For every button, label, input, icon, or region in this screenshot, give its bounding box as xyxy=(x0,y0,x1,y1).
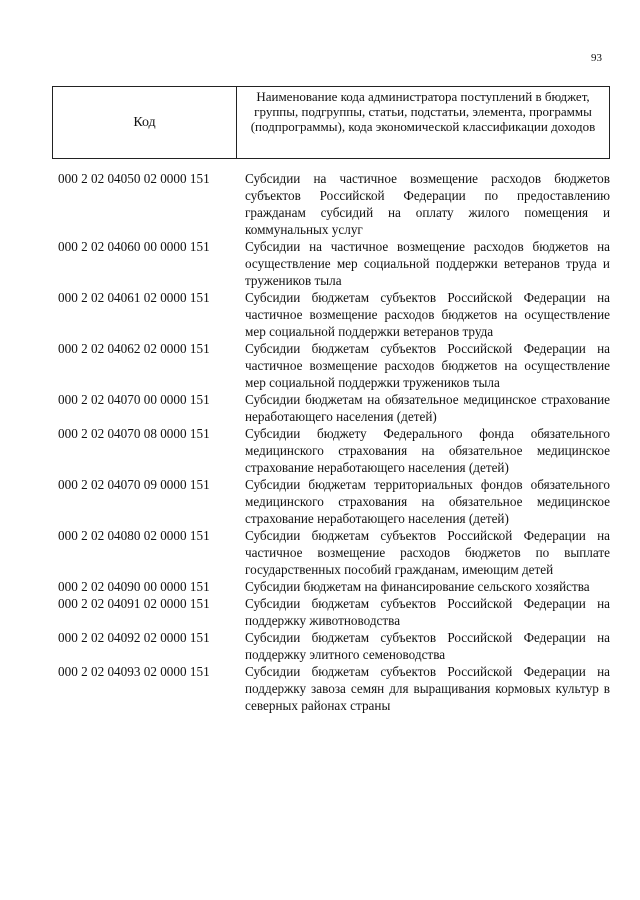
entry-description: Субсидии бюджетам субъектов Российской Федерации на поддержку завоза семян для выращивания кормовых культур в северных районах страны xyxy=(245,664,610,713)
entry-code: 000 2 02 04091 02 0000 151 xyxy=(58,596,210,611)
entry-description: Субсидии бюджетам субъектов Российской Федерации на поддержку животноводства xyxy=(245,596,610,628)
header-name-label: Наименование кода администратора поступлений в бюджет, группы, подгруппы, статьи, подстатьи, элемента, программы (подпрограммы), кода экономической классификации доходов xyxy=(250,89,596,134)
entry-code: 000 2 02 04093 02 0000 151 xyxy=(58,664,210,679)
entry-code: 000 2 02 04062 02 0000 151 xyxy=(58,341,210,356)
entry-code: 000 2 02 04050 02 0000 151 xyxy=(58,171,210,186)
classification-entries xyxy=(58,170,610,714)
table-row xyxy=(58,238,610,289)
entry-code: 000 2 02 04070 00 0000 151 xyxy=(58,392,210,407)
entry-description: Субсидии на частичное возмещение расходов бюджетов на осуществление мер социальной поддержки ветеранов труда и тружеников тыла xyxy=(245,239,610,288)
table-row xyxy=(58,170,610,238)
entry-description: Субсидии бюджетам субъектов Российской Федерации на частичное возмещение расходов бюджетов по выплате государственных пособий гражданам, имеющим детей xyxy=(245,528,610,577)
entry-description: Субсидии бюджетам субъектов Российской Федерации на частичное возмещение расходов бюджетов на осуществление мер социальной поддержки тружеников тыла xyxy=(245,341,610,390)
table-header xyxy=(52,86,610,159)
entry-description: Субсидии бюджетам на обязательное медицинское страхование неработающего населения (детей) xyxy=(245,392,610,424)
page-number: 93 xyxy=(591,52,602,64)
table-row xyxy=(58,663,610,714)
entry-code: 000 2 02 04090 00 0000 151 xyxy=(58,579,210,594)
table-row xyxy=(58,340,610,391)
entry-code: 000 2 02 04060 00 0000 151 xyxy=(58,239,210,254)
header-code-label: Код xyxy=(53,87,237,158)
entry-code: 000 2 02 04070 09 0000 151 xyxy=(58,477,210,492)
table-row xyxy=(58,527,610,578)
entry-description: Субсидии бюджетам субъектов Российской Федерации на поддержку элитного семеноводства xyxy=(245,630,610,662)
entry-code: 000 2 02 04070 08 0000 151 xyxy=(58,426,210,441)
table-row xyxy=(58,595,610,629)
entry-code: 000 2 02 04061 02 0000 151 xyxy=(58,290,210,305)
entry-description: Субсидии бюджету Федерального фонда обязательного медицинского страхования на обязательное медицинское страхование неработающего населения (детей) xyxy=(245,426,610,475)
entry-description: Субсидии бюджетам на финансирование сельского хозяйства xyxy=(245,579,590,594)
entry-description: Субсидии бюджетам субъектов Российской Федерации на частичное возмещение расходов бюджетов на осуществление мер социальной поддержки ветеранов труда xyxy=(245,290,610,339)
entry-description: Субсидии бюджетам территориальных фондов обязательного медицинского страхования на обязательное медицинское страхование неработающего населения (детей) xyxy=(245,477,610,526)
entry-code: 000 2 02 04080 02 0000 151 xyxy=(58,528,210,543)
table-row xyxy=(58,289,610,340)
entry-description: Субсидии на частичное возмещение расходов бюджетов субъектов Российской Федерации по предоставлению гражданам субсидий на оплату жилого помещения и коммунальных услуг xyxy=(245,171,610,237)
table-row xyxy=(58,578,610,595)
entry-code: 000 2 02 04092 02 0000 151 xyxy=(58,630,210,645)
table-row xyxy=(58,391,610,425)
table-row xyxy=(58,476,610,527)
table-row xyxy=(58,425,610,476)
table-row xyxy=(58,629,610,663)
